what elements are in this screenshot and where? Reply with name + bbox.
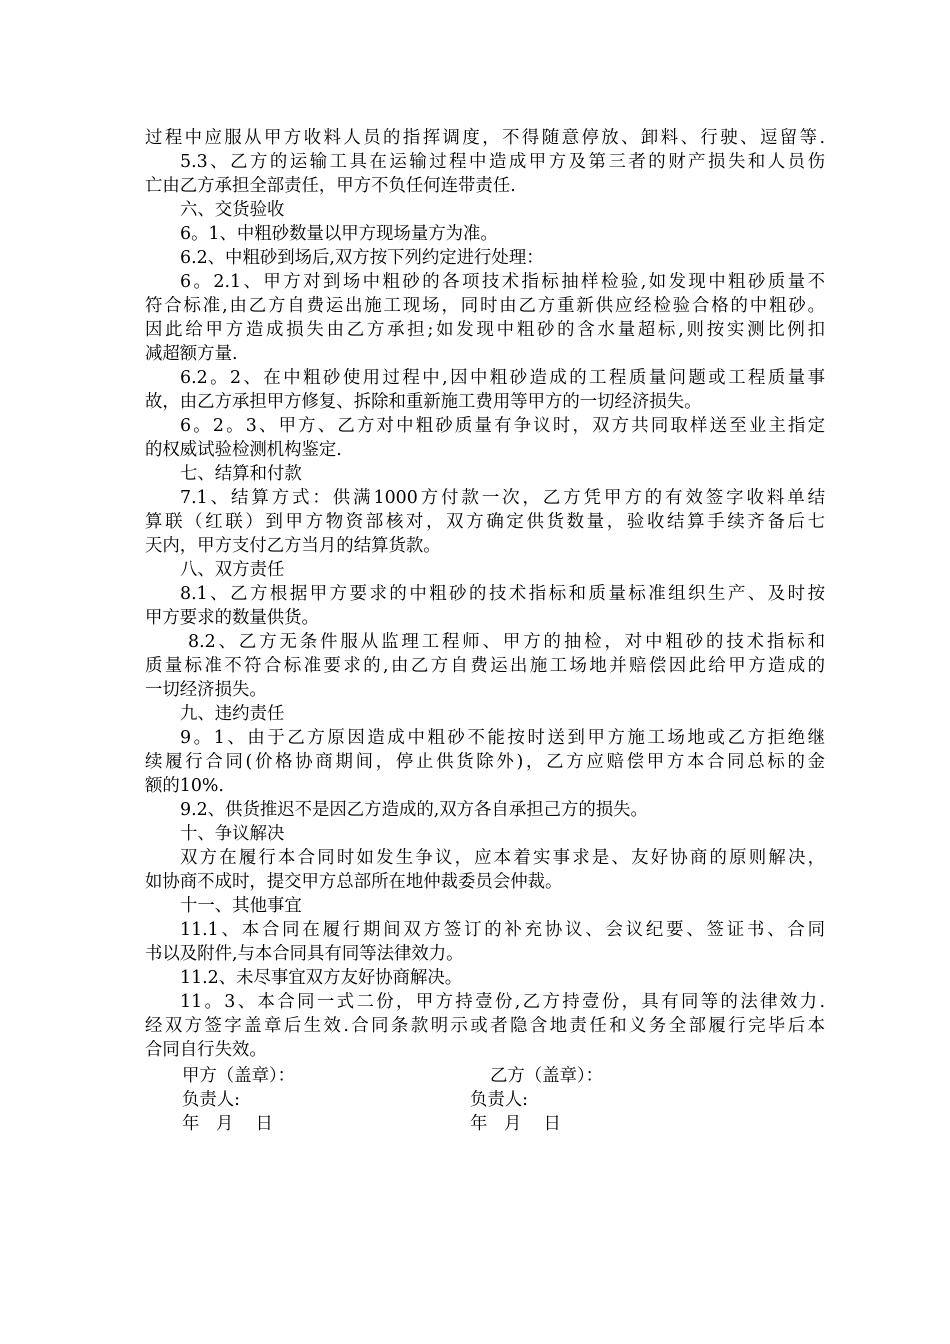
text-line: 6。2.1、甲方对到场中粗砂的各项技术指标抽样检验,如发现中粗砂质量不 — [180, 272, 825, 292]
text-line: 6。2。3、甲方、乙方对中粗砂质量有争议时，双方共同取样送至业主指定 — [180, 416, 825, 436]
text-line: 减超额方量. — [145, 344, 238, 364]
text-line: 11.2、未尽事宜双方友好协商解决。 — [180, 968, 463, 988]
party-a-responsible-label: 负责人: — [182, 1090, 241, 1110]
party-b-date-label: 年 月 日 — [470, 1114, 561, 1134]
text-line: 算联（红联）到甲方物资部核对，双方确定供货数量，验收结算手续齐备后七 — [145, 512, 825, 532]
text-line: 8.1、乙方根据甲方要求的中粗砂的技术指标和质量标准组织生产、及时按 — [180, 584, 825, 604]
text-line: 符合标准,由乙方自费运出施工现场，同时由乙方重新供应经检验合格的中粗砂。 — [145, 296, 825, 316]
text-line: 的权威试验检测机构鉴定. — [145, 440, 342, 460]
party-b-responsible-label: 负责人: — [470, 1090, 529, 1110]
section-heading: 八、双方责任 — [180, 560, 285, 580]
text-line: 一切经济损失。 — [145, 680, 267, 700]
section-heading: 九、违约责任 — [180, 704, 285, 724]
text-line: 因此给甲方造成损失由乙方承担;如发现中粗砂的含水量超标,则按实测比例扣 — [145, 320, 825, 340]
party-a-date-label: 年 月 日 — [182, 1114, 273, 1134]
text-line: 天内，甲方支付乙方当月的结算货款。 — [145, 536, 441, 556]
text-line: 9.2、供货推迟不是因乙方造成的,双方各自承担己方的损失。 — [180, 800, 648, 820]
section-heading: 六、交货验收 — [180, 200, 285, 220]
text-line: 11。3、本合同一式二份，甲方持壹份,乙方持壹份，具有同等的法律效力. — [180, 992, 825, 1012]
text-line: 合同自行失效。 — [145, 1040, 267, 1060]
text-line: 续履行合同(价格协商期间，停止供货除外)，乙方应赔偿甲方本合同总标的金 — [145, 752, 825, 772]
text-line: 亡由乙方承担全部责任，甲方不负任何连带责任. — [145, 176, 516, 196]
text-line: 甲方要求的数量供货。 — [145, 608, 319, 628]
section-heading: 七、结算和付款 — [180, 464, 302, 484]
text-line: 如协商不成时，提交甲方总部所在地仲裁委员会仲裁。 — [145, 872, 563, 892]
text-line: 6.2。2、在中粗砂使用过程中,因中粗砂造成的工程质量问题或工程质量事 — [180, 368, 825, 388]
text-line: 故，由乙方承担甲方修复、拆除和重新施工费用等甲方的一切经济损失。 — [145, 392, 702, 412]
party-b-seal-label: 乙方（盖章）： — [490, 1066, 604, 1086]
text-line: 11.1、本合同在履行期间双方签订的补充协议、会议纪要、签证书、合同 — [180, 920, 825, 940]
text-line: 书以及附件,与本合同具有同等法律效力。 — [145, 944, 464, 964]
text-line: 额的10%. — [145, 776, 224, 796]
text-line: 经双方签字盖章后生效.合同条款明示或者隐含地责任和义务全部履行完毕后本 — [145, 1016, 825, 1036]
text-line: 双方在履行本合同时如发生争议，应本着实事求是、友好协商的原则解决， — [180, 848, 825, 868]
text-line: 过程中应服从甲方收料人员的指挥调度，不得随意停放、卸料、行驶、逗留等. — [145, 128, 825, 148]
text-line: 7.1、结算方式：供满1000方付款一次，乙方凭甲方的有效签字收料单结 — [180, 488, 825, 508]
text-line: 9。1、由于乙方原因造成中粗砂不能按时送到甲方施工场地或乙方拒绝继 — [180, 728, 825, 748]
text-line: 8.2、乙方无条件服从监理工程师、甲方的抽检，对中粗砂的技术指标和 — [188, 632, 825, 652]
party-a-seal-label: 甲方（盖章）： — [182, 1066, 296, 1086]
section-heading: 十一、其他事宜 — [180, 896, 302, 916]
text-line: 6.2、中粗砂到场后,双方按下列约定进行处理： — [180, 248, 544, 268]
text-line: 5.3、乙方的运输工具在运输过程中造成甲方及第三者的财产损失和人员伤 — [180, 152, 825, 172]
text-line: 质量标准不符合标准要求的,由乙方自费运出施工场地并赔偿因此给甲方造成的 — [145, 656, 825, 676]
text-line: 6。1、中粗砂数量以甲方现场量方为准。 — [180, 224, 498, 244]
section-heading: 十、争议解决 — [180, 824, 285, 844]
